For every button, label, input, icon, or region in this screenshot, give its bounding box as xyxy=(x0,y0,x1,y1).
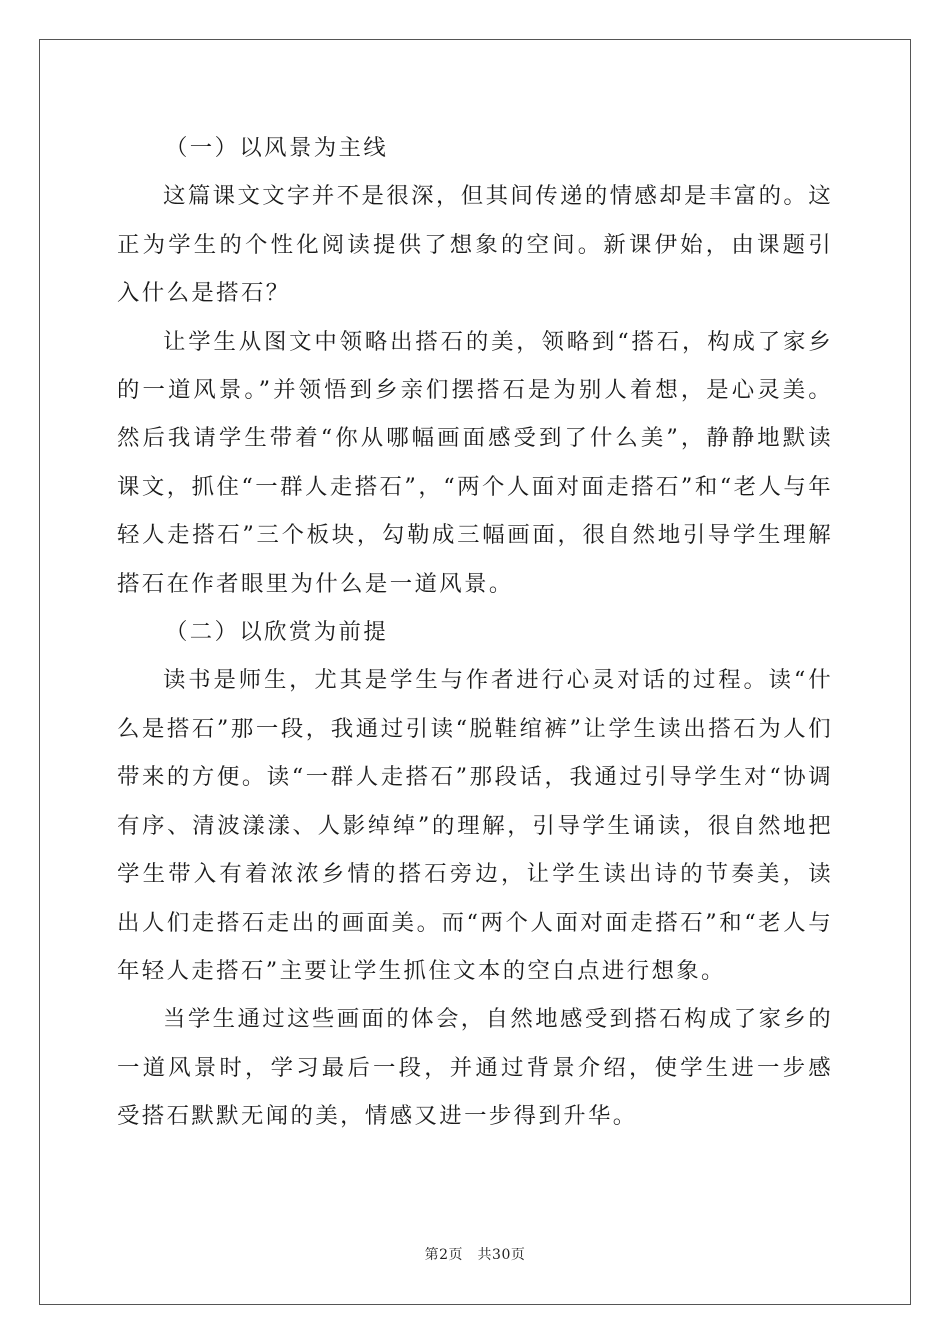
paragraph-4: 当学生通过这些画面的体会，自然地感受到搭石构成了家乡的一道风景时，学习最后一段，并通过背景介绍，使学生进一步感受搭石默默无闻的美，情感又进一步得到升华。 xyxy=(117,1006,833,1130)
paragraph-3: 读书是师生，尤其是学生与作者进行心灵对话的过程。读“什么是搭石”那一段，我通过引读“脱鞋绾裤”让学生读出搭石为人们带来的方便。读“一群人走搭石”那段话，我通过引导学生对“协调有序、清波漾漾、人影绰绰”的理解，引导学生诵读，很自然地把学生带入有着浓浓乡情的搭石旁边，让学生读出诗的节奏美，读出人们走搭石走出的画面美。而“两个人面对面走搭石”和“老人与年轻人走搭石”主要让学生抓住文本的空白点进行想象。 xyxy=(117,667,833,984)
section-heading-2: （二）以欣赏为前提 xyxy=(165,619,389,646)
document-body xyxy=(117,124,833,1141)
paragraph-1: 这篇课文文字并不是很深，但其间传递的情感却是丰富的。这正为学生的个性化阅读提供了想象的空间。新课伊始，由课题引入什么是搭石？ xyxy=(117,183,833,307)
page-number-footer: 第2页 共30页 xyxy=(424,1247,526,1263)
paragraph-2: 让学生从图文中领略出搭石的美，领略到“搭石，构成了家乡的一道风景。”并领悟到乡亲们摆搭石是为别人着想，是心灵美。然后我请学生带着“你从哪幅画面感受到了什么美”，静静地默读课文，抓住“一群人走搭石”，“两个人面对面走搭石”和“老人与年轻人走搭石”三个板块，勾勒成三幅画面，很自然地引导学生理解搭石在作者眼里为什么是一道风景。 xyxy=(117,328,833,597)
section-heading-1: （一）以风景为主线 xyxy=(165,135,389,161)
